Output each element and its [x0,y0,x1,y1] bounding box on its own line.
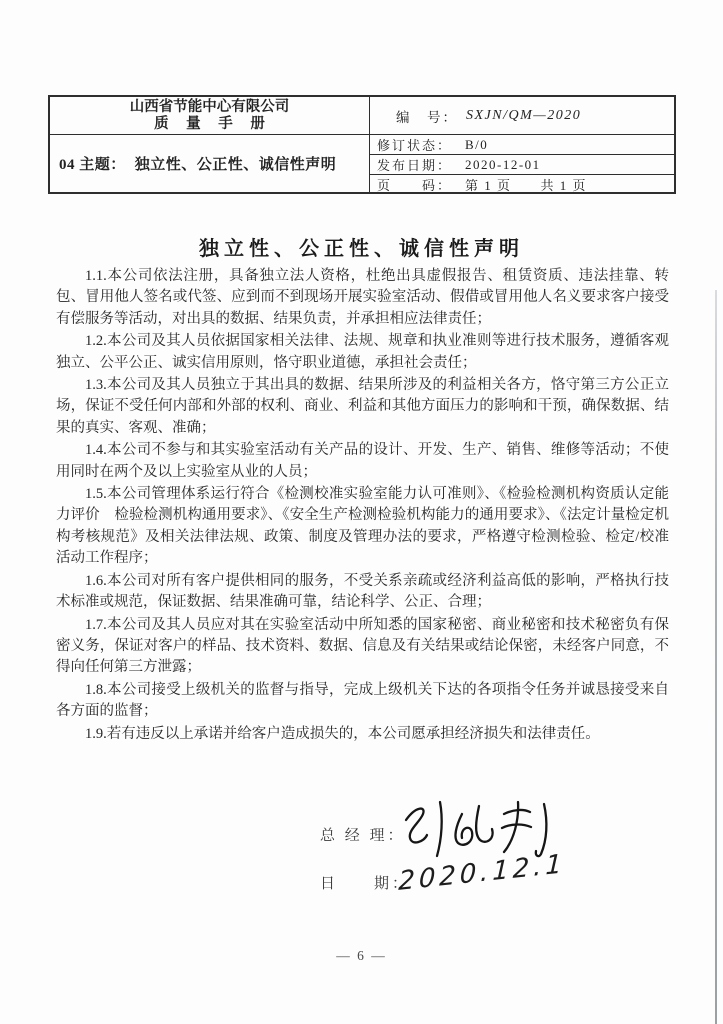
general-manager-label: 总 经 理： [320,828,406,844]
subject-value: 独立性、公正性、诚信性声明 [134,157,337,173]
subject-cell [50,135,370,192]
date-label: 日 期： [320,876,411,892]
issue-date-row [370,154,674,174]
page-title: 独立性、公正性、诚信性声明 [199,238,524,260]
issue-date-label: 发布日期： [377,158,453,173]
page-code-label: 页 码： [377,178,453,193]
header-table [48,95,676,194]
company-name: 山西省节能中心有限公司 [129,99,290,115]
company-title-cell [50,97,370,135]
page-code-row [370,174,674,194]
paragraph-1-1: 1.1.本公司依法注册，具备独立法人资格，杜绝出具虚假报告、租赁资质、违法挂靠、转包、冒用他人签名或代签、应到而不到现场开展实验室活动、假借或冒用他人名义要求客户接受有偿服务等活动，对出具的数据、结果负责，并承担相应法律责任； [56,268,669,327]
paragraph-1-5: 1.5.本公司管理体系运行符合《检测校准实验室能力认可准则》、《检验检测机构资质认定能力评价 检验检测机构通用要求》、《安全生产检测检验机构能力的通用要求》、《法定计量检定机构考核规范》及相关法律法规、政策、制度及管理办法的要求，严格遵守检测检验、检定/校准活动工作程序； [56,486,669,567]
revision-row [370,135,674,154]
scan-edge-line [715,290,717,1024]
paragraph-1-3: 1.3.本公司及其人员独立于其出具的数据、结果所涉及的利益相关各方，恪守第三方公正立场，保证不受任何内部和外部的权利、商业、利益和其他方面压力的影响和干预，确保数据、结果的真实、客观、准确； [56,377,669,436]
paragraph-1-7: 1.7.本公司及其人员应对其在实验室活动中所知悉的国家秘密、商业秘密和技术秘密负有保密义务，保证对客户的样品、技术资料、数据、信息及有关结果或结论保密，未经客户同意，不得向任何第三方泄露； [56,616,669,676]
handwritten-date: 2020.12.1 [397,849,567,897]
doc-number-label: 编 号： [396,109,458,125]
issue-date-value: 2020-12-01 [465,156,541,172]
doc-number-cell [370,97,674,135]
paragraph-1-6: 1.6.本公司对所有客户提供相同的服务，不受关系亲疏或经济利益高低的影响，严格执行技术标准或规范，保证数据、结果准确可靠，结论科学、公正、合理； [56,572,669,611]
paragraph-1-4: 1.4.本公司不参与和其实验室活动有关产品的设计、开发、生产、销售、维修等活动；不使用同时在两个及以上实验室从业的人员； [56,442,669,480]
paragraph-1-8: 1.8.本公司接受上级机关的监督与指导，完成上级机关下达的各项指令任务并诚恳接受来自各方面的监督； [56,681,669,720]
paragraph-1-2: 1.2.本公司及其人员依据国家相关法律、法规、规章和执业准则等进行技术服务，遵循客观独立、公平公正、诚实信用原则，恪守职业道德，承担社会责任； [56,333,669,371]
header-meta-rows [370,135,674,192]
general-manager-signature-handwriting [396,798,556,860]
subject-label: 04 主题： [59,157,126,173]
paragraph-1-9: 1.9.若有违反以上承诺并给客户造成损失的，本公司愿承担经济损失和法律责任。 [85,725,600,742]
page-code-value: 第 1 页 共 1 页 [465,178,588,193]
revision-value: B/0 [465,136,489,152]
declaration-paragraphs [56,266,669,746]
page-number: — 6 — [336,948,387,963]
doc-number-value: SXJN/QM—2020 [466,107,582,123]
quality-manual-label: 质 量 手 册 [154,116,272,132]
revision-label: 修订状态： [377,138,453,153]
